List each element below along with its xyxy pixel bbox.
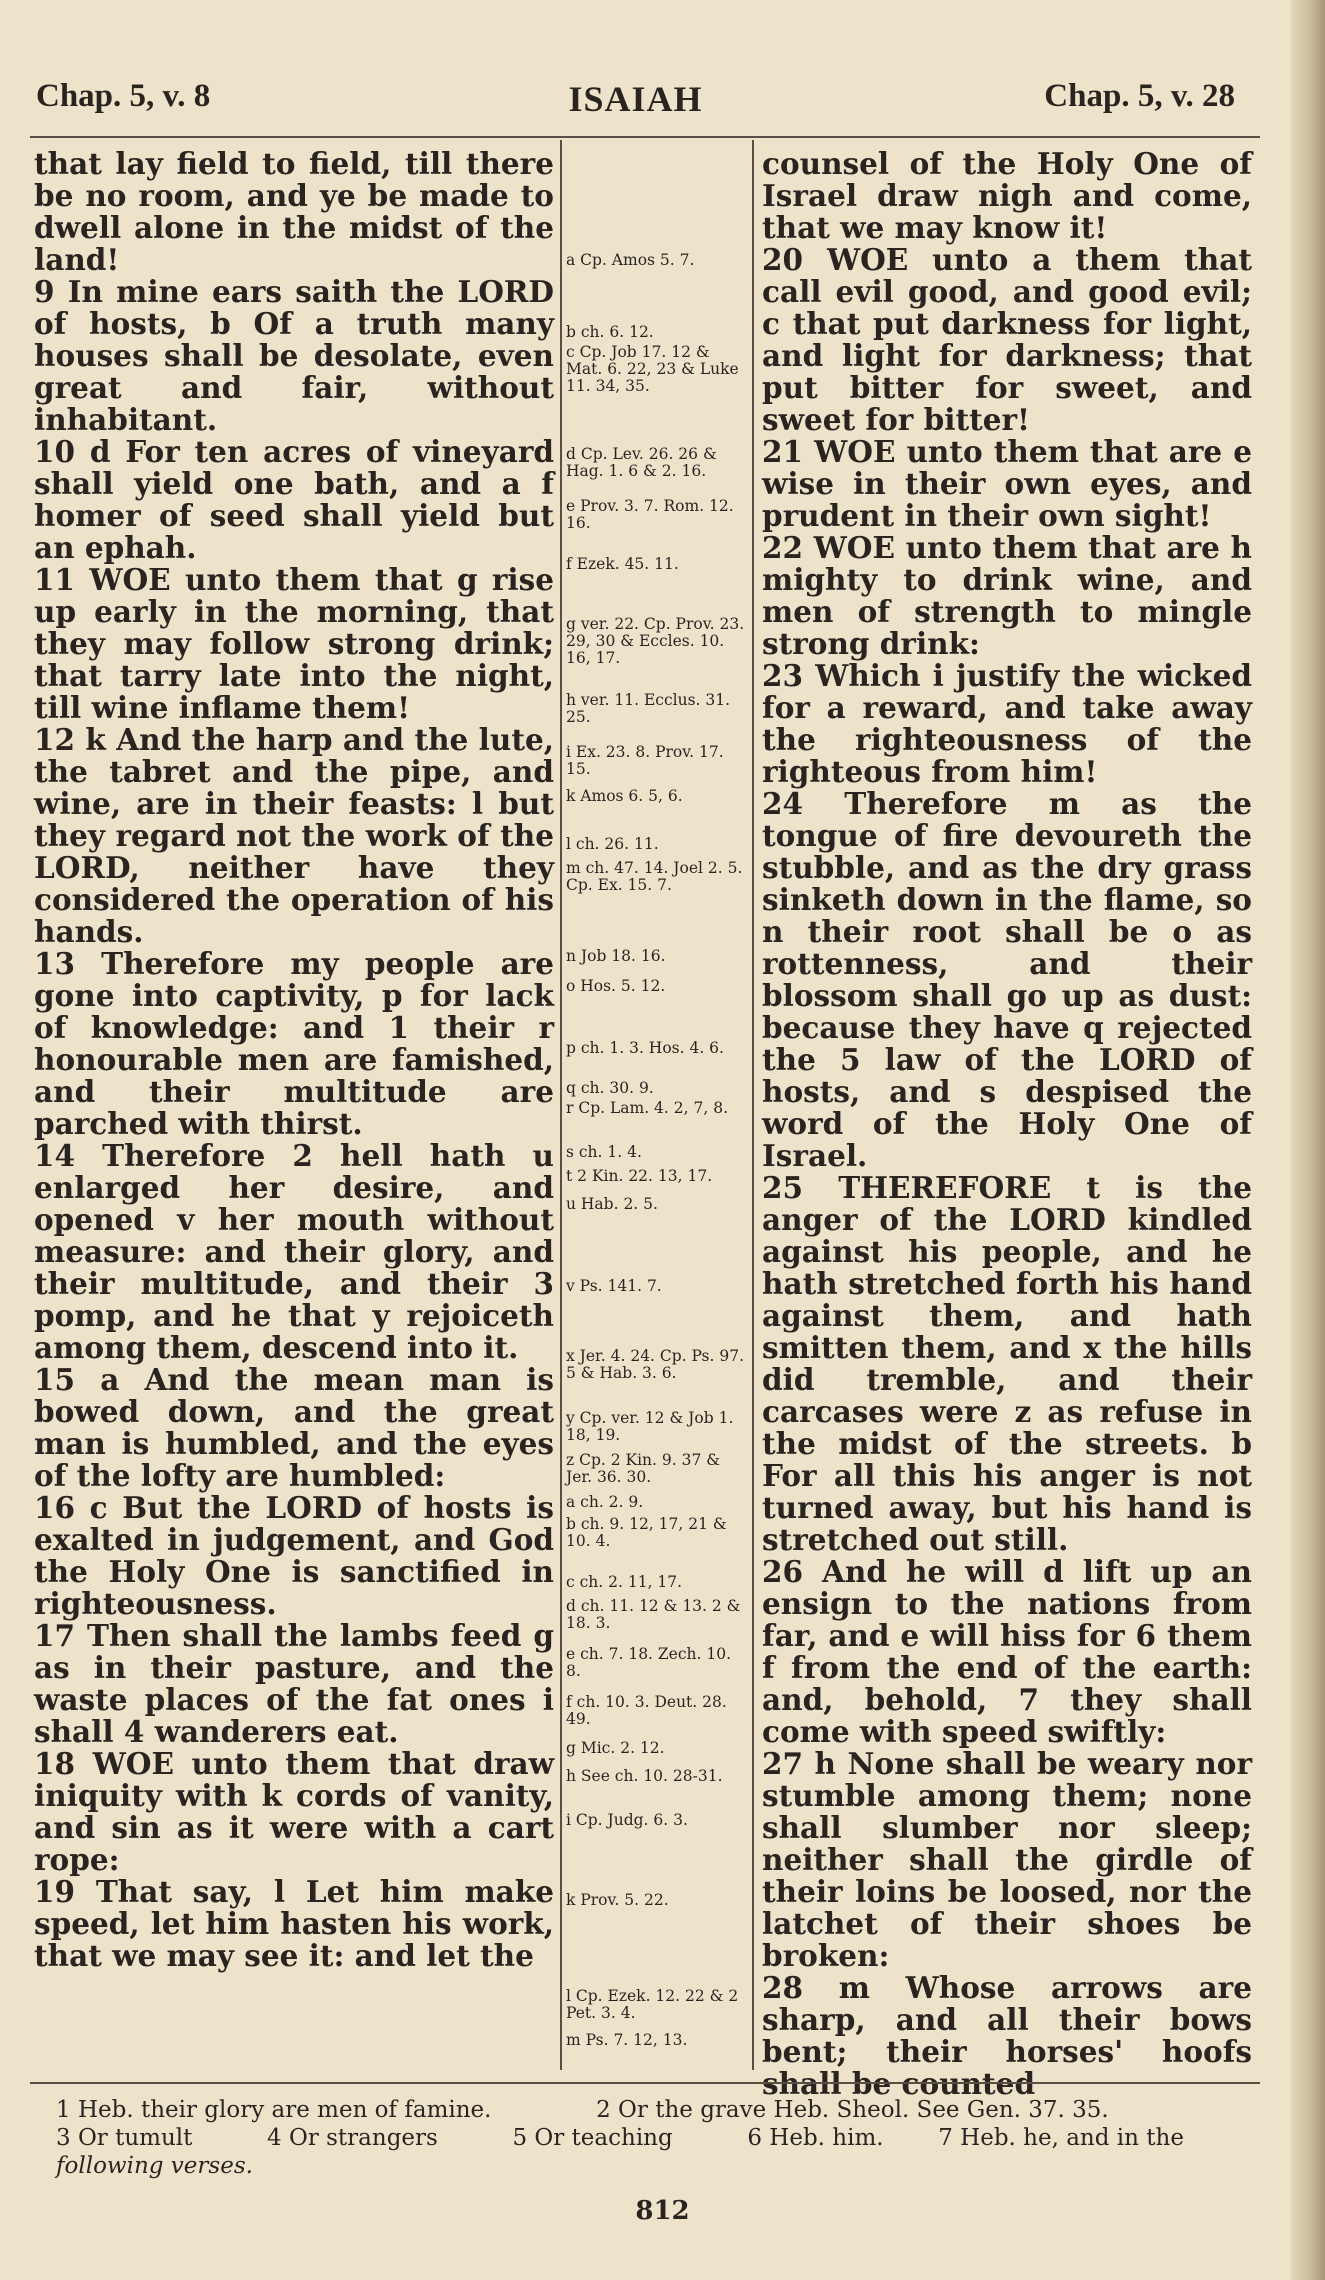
footnote: 6 Heb. him. [747, 2125, 884, 2151]
cross-reference: l ch. 26. 11. [566, 835, 659, 853]
cross-reference: g Mic. 2. 12. [566, 1739, 665, 1757]
cross-reference: m ch. 47. 14. Joel 2. 5. Cp. Ex. 15. 7. [566, 859, 743, 894]
verse-text: 20 WOE unto a them that call evil good, and good evil; c that put darkness for light, and light for darkness; that put bitter for sweet, and sweet for bitter! [762, 242, 1252, 437]
cross-reference: c ch. 2. 11, 17. [566, 1573, 683, 1591]
cross-reference: e ch. 7. 18. Zech. 10. 8. [566, 1645, 732, 1680]
cross-reference: d ch. 11. 12 & 13. 2 & 18. 3. [566, 1597, 741, 1632]
cross-reference: x Jer. 4. 24. Cp. Ps. 97. 5 & Hab. 3. 6. [566, 1347, 745, 1382]
cross-reference: f Ezek. 45. 11. [566, 555, 679, 573]
header-left: Chap. 5, v. 8 [36, 78, 211, 114]
verse-text: 9 In mine ears saith the LORD of hosts, b Of a truth many houses shall be desolate, even great and fair, without inhabitant. [34, 274, 554, 437]
header-right: Chap. 5, v. 28 [1044, 78, 1235, 114]
verse-text: 19 That say, l Let him make speed, let him hasten his work, that we may see it: and let the [34, 1874, 554, 1973]
cross-reference: o Hos. 5. 12. [566, 977, 666, 995]
cross-reference: u Hab. 2. 5. [566, 1195, 658, 1213]
verse-text: 28 m Whose arrows are sharp, and all their bows bent; their horses' hoofs shall be counted [762, 1970, 1252, 2101]
footnote: 4 Or strangers [267, 2125, 438, 2151]
cross-reference: i Ex. 23. 8. Prov. 17. 15. [566, 743, 724, 778]
verse-text: 24 Therefore m as the tongue of fire devoureth the stubble, and as the dry grass sinketh down in the flame, so n their root shall be o as rottenness, and their blossom shall go up as dust: because they have q rejected the 5 law of the LORD of hosts, and s despised the word of the Holy One of Israel. [762, 786, 1252, 1173]
cross-reference: i Cp. Judg. 6. 3. [566, 1811, 688, 1829]
verse-text: 21 WOE unto them that are e wise in their own eyes, and prudent in their own sight! [762, 434, 1252, 533]
footnotes [56, 2096, 1276, 2180]
cross-reference: v Ps. 141. 7. [566, 1277, 662, 1295]
column-divider-left [560, 140, 562, 2070]
footnote: 7 Heb. he, and in the [938, 2125, 1184, 2151]
cross-reference: t 2 Kin. 22. 13, 17. [566, 1167, 713, 1185]
cross-reference: d Cp. Lev. 26. 26 & Hag. 1. 6 & 2. 16. [566, 445, 717, 480]
running-header [36, 78, 1235, 128]
page-edge [1291, 0, 1325, 2280]
verse-text: 18 WOE unto them that draw iniquity with k cords of vanity, and sin as it were with a cart rope: [34, 1746, 554, 1877]
cross-reference: r Cp. Lam. 4. 2, 7, 8. [566, 1099, 728, 1117]
verse-text: 23 Which i justify the wicked for a reward, and take away the righteousness of the righteous from him! [762, 658, 1252, 789]
cross-reference: c Cp. Job 17. 12 & Mat. 6. 22, 23 & Luke 11. 34, 35. [566, 343, 739, 395]
cross-reference: b ch. 9. 12, 17, 21 & 10. 4. [566, 1515, 727, 1550]
header-book-title: ISAIAH [568, 79, 703, 119]
footnote: 3 Or tumult [56, 2125, 193, 2151]
footnote: 2 Or the grave Heb. Sheol. See Gen. 37. 35. [596, 2097, 1109, 2123]
verse-text: counsel of the Holy One of Israel draw nigh and come, that we may know it! [762, 146, 1252, 245]
verse-text: 11 WOE unto them that g rise up early in the morning, that they may follow strong drink; that tarry late into the night, till wine inflame them! [34, 562, 554, 725]
verse-text: 17 Then shall the lambs feed g as in their pasture, and the waste places of the fat ones i shall 4 wanderers eat. [34, 1618, 554, 1749]
verse-text: 10 d For ten acres of vineyard shall yield one bath, and a f homer of seed shall yield but an ephah. [34, 434, 554, 565]
footnote: 1 Heb. their glory are men of famine. [56, 2097, 492, 2123]
verse-text: 15 a And the mean man is bowed down, and the great man is humbled, and the eyes of the lofty are humbled: [34, 1362, 554, 1493]
footnote-row [56, 2152, 1276, 2180]
cross-reference: l Cp. Ezek. 12. 22 & 2 Pet. 3. 4. [566, 1987, 739, 2022]
cross-reference: g ver. 22. Cp. Prov. 23. 29, 30 & Eccles. 10. 16, 17. [566, 615, 745, 667]
cross-reference: h ver. 11. Ecclus. 31. 25. [566, 691, 731, 726]
left-text-column [34, 148, 554, 1972]
cross-reference: f ch. 10. 3. Deut. 28. 49. [566, 1693, 727, 1728]
verse-text: 16 c But the LORD of hosts is exalted in judgement, and God the Holy One is sanctified in righteousness. [34, 1490, 554, 1621]
right-text-column [762, 148, 1252, 2100]
verse-text: that lay field to field, till there be no room, and ye be made to dwell alone in the midst of the land! [34, 146, 554, 277]
footnote: following verses. [56, 2153, 253, 2179]
cross-reference: k Prov. 5. 22. [566, 1891, 669, 1909]
cross-reference: b ch. 6. 12. [566, 323, 654, 341]
cross-reference: q ch. 30. 9. [566, 1079, 654, 1097]
column-divider-right [752, 140, 754, 2070]
verse-text: 25 THEREFORE t is the anger of the LORD kindled against his people, and he hath stretched forth his hand against them, and hath smitten them, and x the hills did tremble, and their carcases were z as refuse in the midst of the streets. b For all this his anger is not turned away, but his hand is stretched out still. [762, 1170, 1252, 1557]
verse-text: 13 Therefore my people are gone into captivity, p for lack of knowledge: and 1 their r honourable men are famished, and their multitude are parched with thirst. [34, 946, 554, 1141]
cross-reference: p ch. 1. 3. Hos. 4. 6. [566, 1039, 724, 1057]
cross-reference: z Cp. 2 Kin. 9. 37 & Jer. 36. 30. [566, 1451, 721, 1486]
verse-text: 22 WOE unto them that are h mighty to drink wine, and men of strength to mingle strong drink: [762, 530, 1252, 661]
page-number: 812 [635, 2196, 690, 2226]
footnote-row [56, 2096, 1276, 2124]
cross-reference: n Job 18. 16. [566, 947, 666, 965]
cross-reference: m Ps. 7. 12, 13. [566, 2031, 688, 2049]
verse-text: 12 k And the harp and the lute, the tabret and the pipe, and wine, are in their feasts: l but they regard not the work of the LORD, neither have they considered the operation of his hands. [34, 722, 554, 949]
verse-text: 27 h None shall be weary nor stumble among them; none shall slumber nor sleep; neither shall the girdle of their loins be loosed, nor the latchet of their shoes be broken: [762, 1746, 1252, 1973]
footnote-row [56, 2124, 1276, 2152]
cross-reference: a Cp. Amos 5. 7. [566, 251, 695, 269]
cross-reference: k Amos 6. 5, 6. [566, 787, 683, 805]
cross-reference: s ch. 1. 4. [566, 1143, 642, 1161]
cross-reference: e Prov. 3. 7. Rom. 12. 16. [566, 497, 734, 532]
verse-text: 14 Therefore 2 hell hath u enlarged her desire, and opened v her mouth without measure: and their glory, and their multitude, and their 3 pomp, and he that y rejoiceth among them, descend into it. [34, 1138, 554, 1365]
header-rule [30, 136, 1260, 138]
footnote-rule [30, 2082, 1260, 2084]
cross-reference: h See ch. 10. 28-31. [566, 1767, 723, 1785]
cross-reference: a ch. 2. 9. [566, 1493, 644, 1511]
footnote: 5 Or teaching [512, 2125, 673, 2151]
verse-text: 26 And he will d lift up an ensign to the nations from far, and e will hiss for 6 them f from the end of the earth: and, behold, 7 they shall come with speed swiftly: [762, 1554, 1252, 1749]
cross-reference: y Cp. ver. 12 & Job 1. 18, 19. [566, 1409, 734, 1444]
